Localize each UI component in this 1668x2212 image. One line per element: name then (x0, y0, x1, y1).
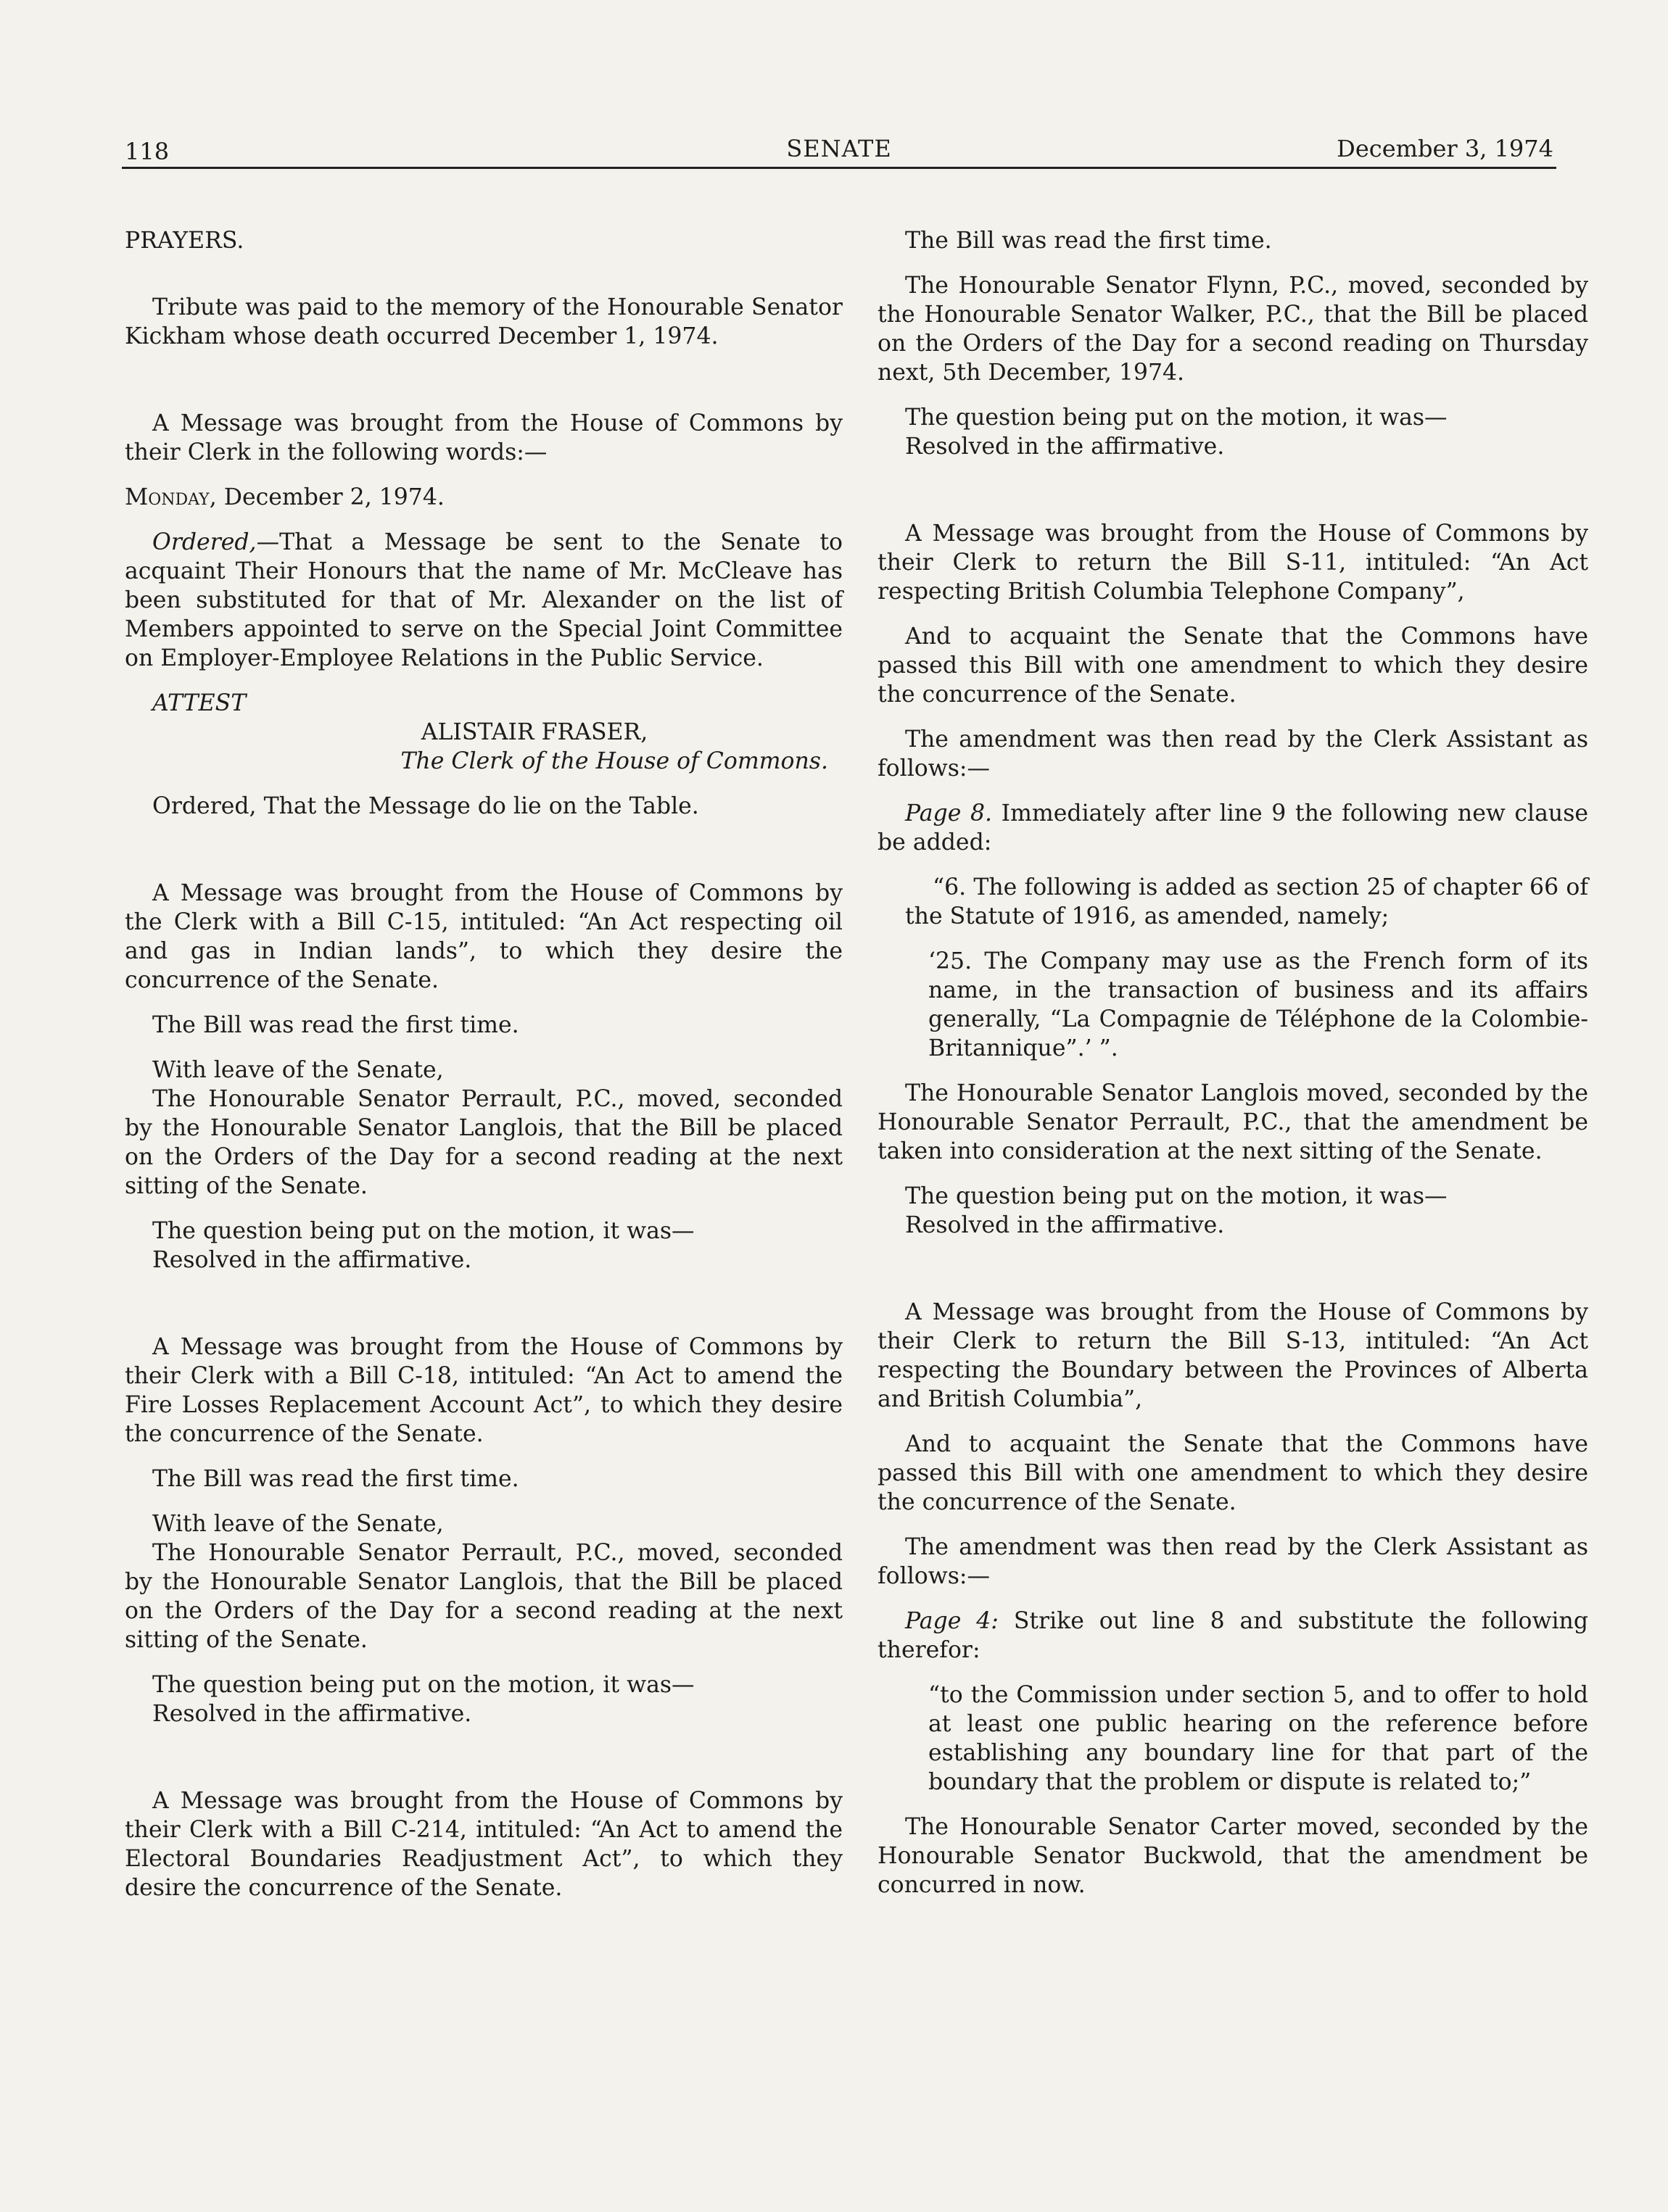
right-column (878, 226, 1588, 1915)
s13-intro: A Message was brought from the House of Commons by their Clerk to return the Bill S-13, intituled: “An Act respecting the Boundary between the Provinces of Alberta and British Columbia”, (878, 1299, 1588, 1412)
message-2-intro: A Message was brought from the House of Commons by the Clerk with a Bill C-15, intituled: “An Act respecting oil and gas in Indian lands”, to which they desire the concurrence of the Senate. (125, 880, 843, 993)
question-2: The question being put on the motion, it was— (905, 1183, 1448, 1209)
s13-quote: “to the Commission under section 5, and to offer to hold at least one public hearing on the reference before establishing any boundary line for that part of the boundary that the problem or dispute is related to;” (928, 1682, 1588, 1795)
message-1-table: Ordered, That the Message do lie on the Table. (152, 793, 699, 819)
message-3-question: The question being put on the motion, it was— (152, 1672, 695, 1698)
ordered-text: —That a Message be sent to the Senate to acquaint Their Honours that the name of Mr. McCleave has been substituted for that of Mr. Alexander on the list of Members appointed to serve on the Special Joint Committee on Employer-Employee Relations in the Public Service. (125, 529, 843, 671)
s13-acquaint: And to acquaint the Senate that the Commons have passed this Bill with one amendment to which they desire the concurrence of the Senate. (878, 1431, 1588, 1515)
resolved-1: Resolved in the affirmative. (905, 434, 1225, 460)
page-number: 118 (125, 138, 170, 165)
question-1: The question being put on the motion, it was— (905, 405, 1448, 431)
message-4-intro: A Message was brought from the House of Commons by their Clerk with a Bill C-214, intituled: “An Act to amend the Electoral Boundaries Readjustment Act”, to which they desire the concurrence of the Senate. (125, 1788, 843, 1901)
s11-page-ref (878, 799, 1588, 857)
message-3-motion: The Honourable Senator Perrault, P.C., moved, seconded by the Honourable Senator Langlois, that the Bill be placed on the Orders of the Day for a second reading at the next sitting of the Senate. (125, 1540, 843, 1653)
message-1-intro: A Message was brought from the House of Commons by their Clerk in the following words:— (125, 410, 843, 465)
message-2-motion: The Honourable Senator Perrault, P.C., moved, seconded by the Honourable Senator Langlois, that the Bill be placed on the Orders of the Day for a second reading at the next sitting of the Senate. (125, 1086, 843, 1199)
header-rule (122, 167, 1556, 169)
s11-clause-6: “6. The following is added as section 25 of chapter 66 of the Statute of 1916, as amended, namely; (905, 874, 1588, 929)
s11-clause-25: ‘25. The Company may use as the French form of its name, in the transaction of business and its affairs generally, “La Compagnie de Téléphone de la Colombie-Britannique”.’ ”. (928, 948, 1588, 1061)
message-1-dateline (125, 483, 843, 512)
message-2-first-reading: The Bill was read the first time. (152, 1012, 519, 1038)
page-title: SENATE (786, 135, 892, 162)
prayers-heading: PRAYERS. (125, 228, 244, 254)
message-1-ordered (125, 528, 843, 673)
tribute-paragraph: Tribute was paid to the memory of the Honourable Senator Kickham whose death occurred December 1, 1974. (125, 294, 843, 349)
first-reading: The Bill was read the first time. (905, 228, 1272, 254)
s11-page-text: Immediately after line 9 the following new clause be added: (878, 800, 1588, 856)
signatory-name: ALISTAIR FRASER, (421, 719, 648, 745)
s11-amendment-read: The amendment was then read by the Clerk Assistant as follows:— (878, 726, 1588, 782)
s13-page-ref (878, 1607, 1588, 1665)
flynn-motion: The Honourable Senator Flynn, P.C., moved, seconded by the Honourable Senator Walker, P.C., that the Bill be placed on the Orders of the Day for a second reading on Thursday next, 5th December, 1974. (878, 273, 1588, 386)
message-2-resolved: Resolved in the affirmative. (152, 1247, 472, 1273)
resolved-2: Resolved in the affirmative. (905, 1212, 1225, 1238)
s13-amendment-read: The amendment was then read by the Clerk Assistant as follows:— (878, 1534, 1588, 1589)
s13-page-text: Strike out line 8 and substitute the following therefor: (878, 1608, 1588, 1663)
ordered-label: Ordered, (152, 529, 257, 555)
left-column (125, 226, 843, 1918)
message-3-first-reading: The Bill was read the first time. (152, 1466, 519, 1492)
attest-label: ATTEST (152, 690, 247, 716)
message-1-day: Monday, (125, 484, 217, 510)
langlois-motion: The Honourable Senator Langlois moved, seconded by the Honourable Senator Perrault, P.C., that the amendment be taken into consideration at the next sitting of the Senate. (878, 1080, 1588, 1164)
message-1-date: December 2, 1974. (216, 484, 445, 510)
s11-acquaint: And to acquaint the Senate that the Commons have passed this Bill with one amendment to which they desire the concurrence of the Senate. (878, 624, 1588, 708)
message-3-resolved: Resolved in the affirmative. (152, 1701, 472, 1727)
page-date: December 3, 1974 (1337, 135, 1553, 162)
page-header (125, 131, 1553, 168)
message-3-intro: A Message was brought from the House of Commons by their Clerk with a Bill C-18, intituled: “An Act to amend the Fire Losses Replacement Account Act”, to which they desire the concurrence of the Senate. (125, 1334, 843, 1447)
signatory-title: The Clerk of the House of Commons. (400, 748, 828, 774)
message-2-leave: With leave of the Senate, (152, 1057, 444, 1083)
message-2-question: The question being put on the motion, it was— (152, 1218, 695, 1244)
s13-page-label: Page 4: (905, 1608, 999, 1634)
message-3-leave: With leave of the Senate, (152, 1511, 444, 1537)
carter-motion: The Honourable Senator Carter moved, seconded by the Honourable Senator Buckwold, that the amendment be concurred in now. (878, 1814, 1588, 1898)
s11-page-label: Page 8. (905, 800, 993, 827)
s11-intro: A Message was brought from the House of Commons by their Clerk to return the Bill S-11, intituled: “An Act respecting British Columbia Telephone Company”, (878, 521, 1588, 605)
